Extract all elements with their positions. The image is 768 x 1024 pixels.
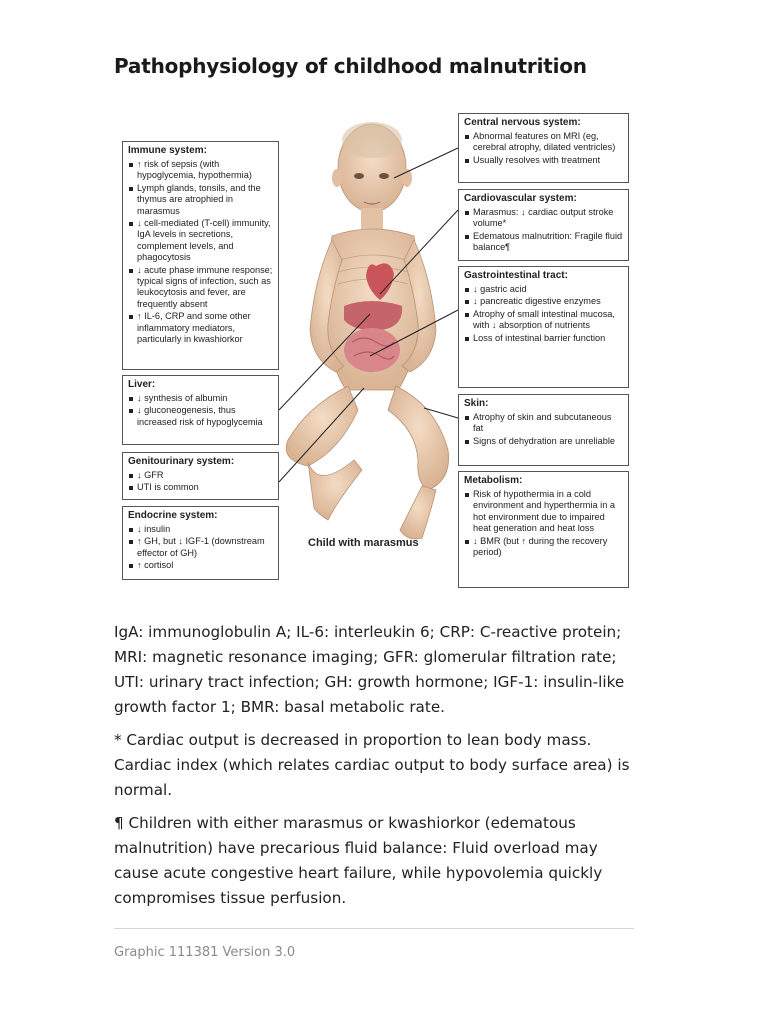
liver-heading: Liver: — [128, 379, 156, 390]
list-item: Risk of hypothermia in a cold environment and hyperthermia in a hot environment due to impaired heat generation and heat loss — [464, 489, 623, 535]
malnutrition-diagram — [118, 110, 632, 594]
cns-heading: Central nervous system: — [464, 117, 581, 128]
immune-system-box — [122, 141, 279, 370]
liver-box — [122, 375, 279, 445]
metabolism-box — [458, 471, 629, 588]
list-item: ↓ pancreatic digestive enzymes — [464, 296, 623, 307]
list-item: Atrophy of skin and subcutaneous fat — [464, 412, 623, 435]
skin-heading: Skin: — [464, 398, 489, 409]
skin-box — [458, 394, 629, 466]
list-item: ↑ GH, but ↓ IGF-1 (downstream effector of GH) — [128, 536, 273, 559]
cns-box — [458, 113, 629, 183]
footnote-para: ¶ Children with either marasmus or kwashiorkor (edematous malnutrition) have precarious fluid balance: Fluid overload may cause acute congestive heart failure, while hypovolemia quickly compromises tissue perfusion. — [114, 814, 603, 907]
list-item: ↑ IL-6, CRP and some other inflammatory mediators, particularly in kwashiorkor — [128, 311, 273, 345]
list-item: ↓ GFR — [128, 470, 273, 481]
list-item: ↑ risk of sepsis (with hypoglycemia, hypothermia) — [128, 159, 273, 182]
list-item: ↓ acute phase immune response; typical signs of infection, such as leukocytosis and fever, are frequently absent — [128, 265, 273, 311]
list-item: UTI is common — [128, 482, 273, 493]
gastrointestinal-heading: Gastrointestinal tract: — [464, 270, 568, 281]
genitourinary-box — [122, 452, 279, 500]
list-item: ↓ gluconeogenesis, thus increased risk of hypoglycemia — [128, 405, 273, 428]
footnote-star: * Cardiac output is decreased in proportion to lean body mass. Cardiac index (which relates cardiac output to body surface area) is normal. — [114, 731, 630, 799]
endocrine-box — [122, 506, 279, 580]
cardiovascular-heading: Cardiovascular system: — [464, 193, 577, 204]
divider — [114, 928, 634, 929]
list-item: ↑ cortisol — [128, 560, 273, 571]
list-item: ↓ BMR (but ↑ during the recovery period) — [464, 536, 623, 559]
endocrine-heading: Endocrine system: — [128, 510, 218, 521]
gastrointestinal-box — [458, 266, 629, 388]
metabolism-heading: Metabolism: — [464, 475, 523, 486]
list-item: Lymph glands, tonsils, and the thymus are atrophied in marasmus — [128, 183, 273, 217]
figure-caption: Child with marasmus — [308, 537, 419, 549]
cardiovascular-box — [458, 189, 629, 261]
list-item: Abnormal features on MRI (eg, cerebral atrophy, dilated ventricles) — [464, 131, 623, 154]
list-item: Marasmus: ↓ cardiac output stroke volume* — [464, 207, 623, 230]
list-item: ↓ insulin — [128, 524, 273, 535]
list-item: Loss of intestinal barrier function — [464, 333, 623, 344]
list-item: Edematous malnutrition: Fragile fluid balance¶ — [464, 231, 623, 254]
page-title: Pathophysiology of childhood malnutrition — [114, 54, 587, 78]
list-item: ↓ synthesis of albumin — [128, 393, 273, 404]
list-item: Atrophy of small intestinal mucosa, with ↓ absorption of nutrients — [464, 309, 623, 332]
genitourinary-heading: Genitourinary system: — [128, 456, 235, 467]
list-item: Usually resolves with treatment — [464, 155, 623, 166]
list-item: ↓ cell-mediated (T-cell) immunity, IgA levels in secretions, complement levels, and phagocytosis — [128, 218, 273, 264]
list-item: ↓ gastric acid — [464, 284, 623, 295]
list-item: Signs of dehydration are unreliable — [464, 436, 623, 447]
immune-system-heading: Immune system: — [128, 145, 207, 156]
graphic-version-footer: Graphic 111381 Version 3.0 — [114, 945, 296, 960]
abbreviations-text: IgA: immunoglobulin A; IL-6: interleukin 6; CRP: C-reactive protein; MRI: magnetic resonance imaging; GFR: glomerular filtration rate; UTI: urinary tract infection; GH: growth hormone; IGF-1: insulin-like growth factor 1; BMR: basal metabolic rate. — [114, 623, 625, 716]
